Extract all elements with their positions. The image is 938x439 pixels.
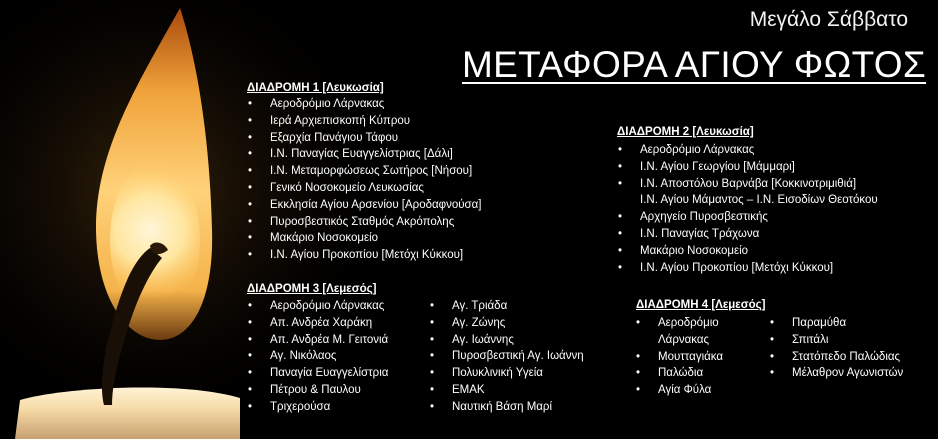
list-item: • ΕΜΑΚ (430, 382, 584, 399)
list-item: • Τριχερούσα (248, 399, 388, 416)
list-item: • Πυροσβεστικός Σταθμός Ακρόπολης (248, 214, 482, 231)
list-item: • Αεροδρόμιο Λάρνακας (248, 298, 388, 315)
list-item: • Μουτταγιάκα (636, 349, 723, 366)
list-item: • Απ. Ανδρέα Χαράκη (248, 315, 388, 332)
route-4-title: ΔΙΑΔΡΟΜΗ 4 [Λεμεσός] (636, 299, 766, 311)
list-item: • Στατόπεδο Παλώδιας (770, 349, 903, 366)
list-item: • Παραμύθα (770, 315, 903, 332)
list-item: • Αγ. Ιωάννης (430, 332, 584, 349)
list-item: • Γενικό Νοσοκομείο Λευκωσίας (248, 180, 482, 197)
list-item: • Αγία Φύλα (636, 382, 723, 399)
list-item: • Ναυτική Βάση Μαρί (430, 399, 584, 416)
route-3-title: ΔΙΑΔΡΟΜΗ 3 [Λεμεσός] (247, 283, 377, 295)
list-item: • Αγ. Ζώνης (430, 315, 584, 332)
list-item: • Πέτρου & Παυλου (248, 382, 388, 399)
list-item: • Αεροδρόμιο (636, 315, 723, 332)
list-item: • Πολυκλινική Υγεία (430, 365, 584, 382)
list-item: • Πυροσβεστική Αγ. Ιωάννη (430, 348, 584, 365)
subtitle: Μεγάλο Σάββατο (749, 8, 908, 31)
list-item: • Σπιτάλι (770, 332, 903, 349)
route-2-title: ΔΙΑΔΡΟΜΗ 2 [Λευκωσία] (617, 126, 754, 138)
list-item: • Ι.Ν. Αγίου Προκοπίου [Μετόχι Κύκκου] (618, 260, 878, 277)
list-item: • Μακάριο Νοσοκομείο (618, 243, 878, 260)
route-4-list-col1 (636, 315, 723, 399)
list-item: • Αεροδρόμιο Λάρνακας (248, 96, 482, 113)
list-item: • Αρχηγείο Πυροσβεστικής (618, 209, 878, 226)
list-item: • Παναγία Ευαγγελίστρια (248, 365, 388, 382)
list-item: • Ι.Ν. Αγίου Γεωργίου [Μάμμαρι] (618, 159, 878, 176)
list-item: • Ι.Ν. Παναγίας Τράχωνα (618, 226, 878, 243)
route-4-list-col2 (770, 315, 903, 382)
list-item: • Ι.Ν. Αγίου Προκοπίου [Μετόχι Κύκκου] (248, 247, 482, 264)
list-item: • Ιερά Αρχιεπισκοπή Κύπρου (248, 113, 482, 130)
list-item: • Μακάριο Νοσοκομείο (248, 230, 482, 247)
route-2-list (618, 142, 878, 276)
list-item: • Παλώδια (636, 365, 723, 382)
list-item: • Αγ. Τριάδα (430, 298, 584, 315)
list-item: • Απ. Ανδρέα Μ. Γειτονιά (248, 332, 388, 349)
route-3-list-col1 (248, 298, 388, 416)
route-3-list-col2 (430, 298, 584, 416)
list-item: • Εξαρχία Πανάγιου Τάφου (248, 130, 482, 147)
list-item: Ι.Ν. Αγίου Μάμαντος – Ι.Ν. Εισοδίων Θεοτόκου (640, 194, 878, 207)
list-item: • Αεροδρόμιο Λάρνακας (618, 142, 878, 159)
list-item: • Ι.Ν. Μεταμορφώσεως Σωτήρος [Νήσου] (248, 163, 482, 180)
list-item: Λάρνακας (658, 333, 710, 346)
list-item: • Μέλαθρον Αγωνιστών (770, 365, 903, 382)
list-item: • Ι.Ν. Παναγίας Ευαγγελίστριας [Δάλι] (248, 146, 482, 163)
route-1-list (248, 96, 482, 264)
list-item: • Ι.Ν. Αποστόλου Βαρνάβα [Κοκκινοτριμιθιά] (618, 176, 878, 193)
page-title: ΜΕΤΑΦΟΡΑ ΑΓΙΟΥ ΦΩΤΟΣ (462, 44, 927, 85)
list-item: • Εκκλησία Αγίου Αρσενίου [Αροδαφνούσα] (248, 197, 482, 214)
route-1-title: ΔΙΑΔΡΟΜΗ 1 [Λευκωσία] (247, 82, 384, 94)
list-item: • Αγ. Νικόλαος (248, 348, 388, 365)
